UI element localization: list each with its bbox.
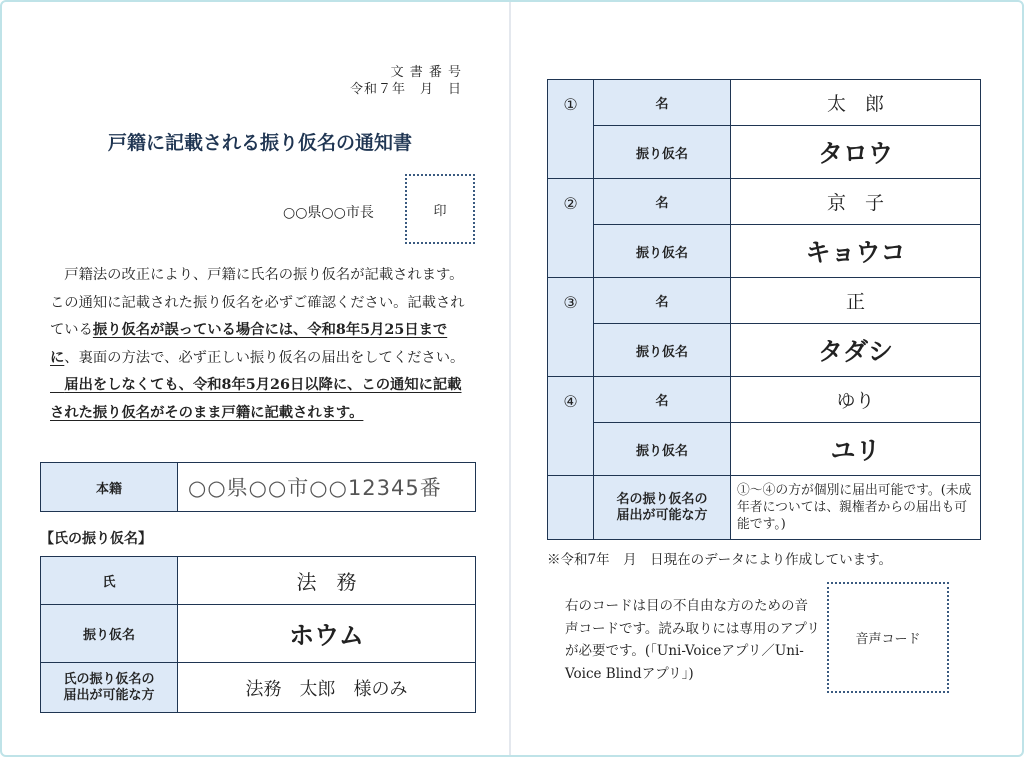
given-eligible-note: ①～④の方が個別に届出可能です。(未成年者については、親権者からの届出も可能です。) <box>731 476 981 540</box>
surname-kana-row <box>41 605 476 663</box>
surname-eligible-row <box>41 663 476 713</box>
surname-eligible-value: 法務 太郎 様のみ <box>178 663 476 713</box>
given-name-number-2: ② <box>548 179 594 278</box>
given-name-label-1: 名 <box>594 80 731 126</box>
given-kana-value-2: キョウコ <box>731 225 981 278</box>
given-kana-row-4 <box>548 423 981 476</box>
mayor-name: ○○県○○市長 <box>283 205 374 221</box>
notice-warning-underline <box>50 377 462 421</box>
voice-code-description: 右のコードは目の不自由な方のための音声コードです。読み取りには専用のアプリが必要です。(「Uni-Voiceアプリ／Uni-Voice Blindアプリ」) <box>565 598 820 682</box>
page-spine <box>509 2 511 755</box>
surname-section-heading: 【氏の振り仮名】 <box>40 531 152 547</box>
surname-kana-label: 振り仮名 <box>41 605 178 663</box>
given-name-row-2 <box>548 179 981 225</box>
given-name-label-2: 名 <box>594 179 731 225</box>
document-number-label: 文 書 番 号 <box>390 65 462 80</box>
document-date: 令和７年 月 日 <box>349 82 462 97</box>
notice-body <box>50 262 475 427</box>
notice-paragraph-2 <box>50 372 475 427</box>
document-number <box>350 64 462 98</box>
given-kana-value-4: ユリ <box>731 423 981 476</box>
given-name-row-3 <box>548 278 981 324</box>
given-name-value-2: 京 子 <box>731 179 981 225</box>
given-name-label-3: 名 <box>594 278 731 324</box>
surname-table <box>40 556 476 713</box>
given-kana-label-4: 振り仮名 <box>594 423 731 476</box>
given-name-number-3: ③ <box>548 278 594 377</box>
surname-label: 氏 <box>41 557 178 605</box>
voice-code-label: 音声コード <box>855 632 921 647</box>
honseki-row <box>41 463 476 512</box>
given-name-row-4 <box>548 377 981 423</box>
notice-text-1: 戸籍法の改正により、戸籍に氏名の振り仮名が記載されます。この通知に記載された振り仮名を必ずご確認ください。記載されている <box>50 267 465 338</box>
notice-text-1-end: 、裏面の方法で、必ず正しい振り仮名の届出をしてください。 <box>64 349 465 366</box>
given-kana-label-2: 振り仮名 <box>594 225 731 278</box>
given-kana-label-1: 振り仮名 <box>594 126 731 179</box>
seal-label: 印 <box>433 203 447 219</box>
notice-deadline-underline: 振り仮名が誤っている場合には、令和8年5月25日までに <box>50 322 448 366</box>
given-eligible-label: 名の振り仮名の 届出が可能な方 <box>594 476 731 540</box>
given-kana-row-2 <box>548 225 981 278</box>
surname-row <box>41 557 476 605</box>
given-kana-value-3: タダシ <box>731 324 981 377</box>
given-name-value-1: 太 郎 <box>731 80 981 126</box>
given-name-label-4: 名 <box>594 377 731 423</box>
seal-box <box>405 174 475 244</box>
honseki-label: 本籍 <box>41 463 178 512</box>
given-kana-row-1 <box>548 126 981 179</box>
date-note: ※令和7年 月 日現在のデータにより作成しています。 <box>547 552 893 568</box>
given-kana-row-3 <box>548 324 981 377</box>
page-title: 戸籍に記載される振り仮名の通知書 <box>107 132 412 154</box>
given-kana-value-1: タロウ <box>731 126 981 179</box>
given-eligible-spacer <box>548 476 594 540</box>
honseki-value: ○○県○○市○○12345番 <box>178 463 476 512</box>
given-eligible-row <box>548 476 981 540</box>
given-name-value-4: ゆり <box>731 377 981 423</box>
notice-paragraph-1 <box>50 262 475 372</box>
given-name-value-3: 正 <box>731 278 981 324</box>
given-name-number-1: ① <box>548 80 594 179</box>
given-name-row-1 <box>548 80 981 126</box>
notice-warning-text: 届出をしなくても、令和8年5月26日以降に、この通知に記載された振り仮名がそのまま戸籍に記載されます。 <box>50 377 462 421</box>
honseki-table <box>40 462 476 512</box>
voice-code-box <box>827 582 949 693</box>
given-name-number-4: ④ <box>548 377 594 476</box>
surname-value: 法 務 <box>178 557 476 605</box>
surname-kana-value: ホウム <box>178 605 476 663</box>
given-kana-label-3: 振り仮名 <box>594 324 731 377</box>
surname-eligible-label: 氏の振り仮名の 届出が可能な方 <box>41 663 178 713</box>
given-names-table <box>547 79 981 540</box>
